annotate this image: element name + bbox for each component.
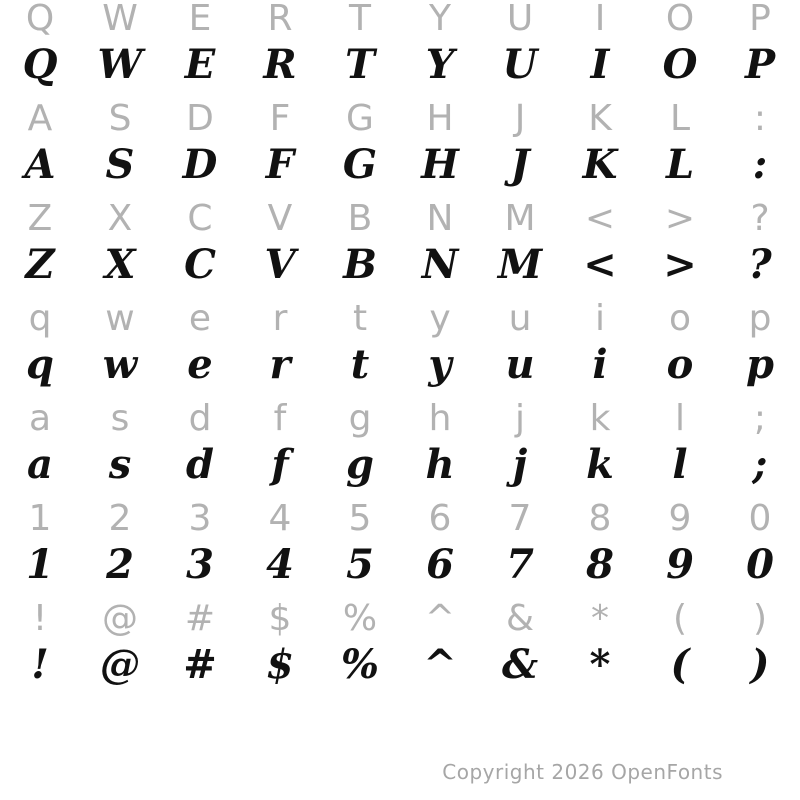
char-cell: l [674,398,685,439]
char-cell: s [108,441,132,488]
char-cell: 5 [348,498,372,539]
char-cell: * [591,598,609,639]
char-cell: @ [102,598,138,639]
char-cell: s [110,398,130,439]
specimen-char-row [0,41,800,100]
char-cell: G [342,141,378,188]
char-cell: > [663,241,697,288]
pair-uppercase-home [0,100,800,200]
char-cell: j [512,441,528,488]
char-cell: ^ [423,641,457,688]
char-cell: P [749,0,771,39]
char-cell: 0 [746,541,774,588]
char-cell: p [746,341,774,388]
char-cell: S [108,98,132,139]
char-cell: A [24,141,56,188]
char-cell: F [265,141,295,188]
char-cell: O [662,41,698,88]
char-cell: e [187,341,213,388]
char-cell: g [348,398,372,439]
specimen-char-row [0,341,800,400]
char-cell: M [504,198,536,239]
char-cell: ? [748,241,772,288]
char-cell: K [582,141,618,188]
char-cell: ! [31,641,49,688]
char-cell: 7 [506,541,534,588]
char-cell: ( [672,598,688,639]
char-cell: I [594,0,606,39]
reference-char-row [0,0,800,45]
reference-char-row [0,300,800,345]
char-cell: r [272,298,288,339]
char-cell: E [184,41,216,88]
char-cell: O [665,0,695,39]
char-cell: P [744,41,776,88]
char-cell: 7 [508,498,532,539]
char-cell: w [105,298,135,339]
char-cell: u [508,298,532,339]
char-cell: F [269,98,291,139]
char-cell: K [588,98,612,139]
char-cell: N [421,241,459,288]
specimen-char-row [0,441,800,500]
char-cell: i [594,298,605,339]
char-cell: 8 [588,498,612,539]
reference-char-row [0,400,800,445]
char-cell: H [426,98,454,139]
char-cell: E [188,0,212,39]
char-cell: A [27,98,53,139]
pair-digits [0,500,800,600]
char-cell: 9 [666,541,694,588]
char-cell: B [343,241,377,288]
char-cell: f [271,441,289,488]
char-cell: o [668,298,692,339]
char-cell: 1 [28,498,52,539]
char-cell: D [182,141,218,188]
char-cell: X [104,241,136,288]
char-cell: e [188,298,212,339]
char-cell: N [426,198,454,239]
char-cell: 6 [426,541,454,588]
char-cell: % [340,641,379,688]
reference-char-row [0,100,800,145]
char-cell: p [748,298,772,339]
specimen-char-row [0,141,800,200]
char-cell: W [97,41,143,88]
char-cell: Z [27,198,53,239]
char-cell: # [184,598,216,639]
specimen-char-row [0,541,800,600]
char-cell: S [105,141,135,188]
char-cell: Y [425,41,455,88]
char-cell: H [421,141,459,188]
char-cell: C [187,198,213,239]
char-cell: < [584,198,616,239]
char-cell: V [267,198,293,239]
char-cell: w [102,341,138,388]
char-cell: ^ [424,598,456,639]
char-cell: h [428,398,452,439]
char-cell: q [28,298,52,339]
char-cell: ; [753,398,767,439]
char-cell: y [429,298,451,339]
char-cell: 4 [268,498,292,539]
pair-lowercase-home [0,400,800,500]
char-cell: 2 [106,541,134,588]
char-cell: 6 [428,498,452,539]
char-cell: t [350,341,370,388]
char-cell: ) [750,641,770,688]
char-cell: L [669,98,691,139]
char-cell: 3 [186,541,214,588]
char-cell: $ [268,598,292,639]
pair-uppercase-bottom [0,200,800,300]
char-cell: L [665,141,695,188]
char-cell: r [269,341,291,388]
pair-lowercase-top [0,300,800,400]
pair-symbols [0,600,800,700]
char-cell: g [346,441,374,488]
char-cell: C [184,241,216,288]
char-cell: h [425,441,455,488]
char-cell: # [183,641,217,688]
char-cell: J [510,141,530,188]
char-cell: 9 [668,498,692,539]
pair-uppercase-top [0,0,800,100]
char-cell: R [267,0,293,39]
char-cell: G [346,98,374,139]
reference-char-row [0,600,800,645]
char-cell: u [505,341,535,388]
char-cell: q [26,341,54,388]
char-cell: T [349,0,371,39]
reference-char-row [0,200,800,245]
char-cell: i [592,341,608,388]
char-cell: > [664,198,696,239]
char-cell: l [672,441,688,488]
copyright-text: Copyright 2026 OpenFonts [442,760,723,784]
char-cell: @ [100,641,140,688]
char-cell: & [505,598,535,639]
char-cell: : [753,98,767,139]
char-cell: D [186,98,214,139]
char-cell: < [583,241,617,288]
char-cell: & [501,641,539,688]
char-cell: U [506,0,534,39]
char-cell: 2 [108,498,132,539]
char-cell: U [502,41,538,88]
char-cell: a [27,441,53,488]
char-cell: : [752,141,768,188]
char-cell: k [589,398,611,439]
specimen-char-row [0,641,800,700]
char-cell: V [264,241,296,288]
char-cell: t [352,298,368,339]
char-cell: ; [752,441,768,488]
char-cell: k [586,441,614,488]
char-cell: f [273,398,287,439]
char-cell: 8 [586,541,614,588]
char-cell: d [188,398,212,439]
char-cell: ( [670,641,690,688]
specimen-char-row [0,241,800,300]
char-cell: I [590,41,610,88]
char-cell: $ [266,641,294,688]
char-cell: 5 [346,541,374,588]
char-cell: d [186,441,214,488]
char-cell: o [666,341,694,388]
char-cell: Q [22,41,58,88]
char-cell: 4 [266,541,294,588]
char-cell: 3 [188,498,212,539]
char-cell: B [347,198,373,239]
char-cell: j [514,398,525,439]
char-cell: y [428,341,452,388]
char-cell: M [497,241,543,288]
char-cell: 1 [26,541,54,588]
char-cell: * [589,641,611,688]
char-cell: T [345,41,375,88]
char-cell: J [514,98,526,139]
char-cell: Q [25,0,55,39]
char-cell: % [342,598,378,639]
char-cell: a [28,398,52,439]
char-cell: X [107,198,133,239]
char-cell: Y [429,0,451,39]
char-cell: R [263,41,297,88]
char-cell: ! [32,598,48,639]
char-cell: W [102,0,138,39]
char-cell: Z [25,241,55,288]
reference-char-row [0,500,800,545]
char-cell: ) [752,598,768,639]
char-cell: ? [750,198,770,239]
char-cell: 0 [748,498,772,539]
